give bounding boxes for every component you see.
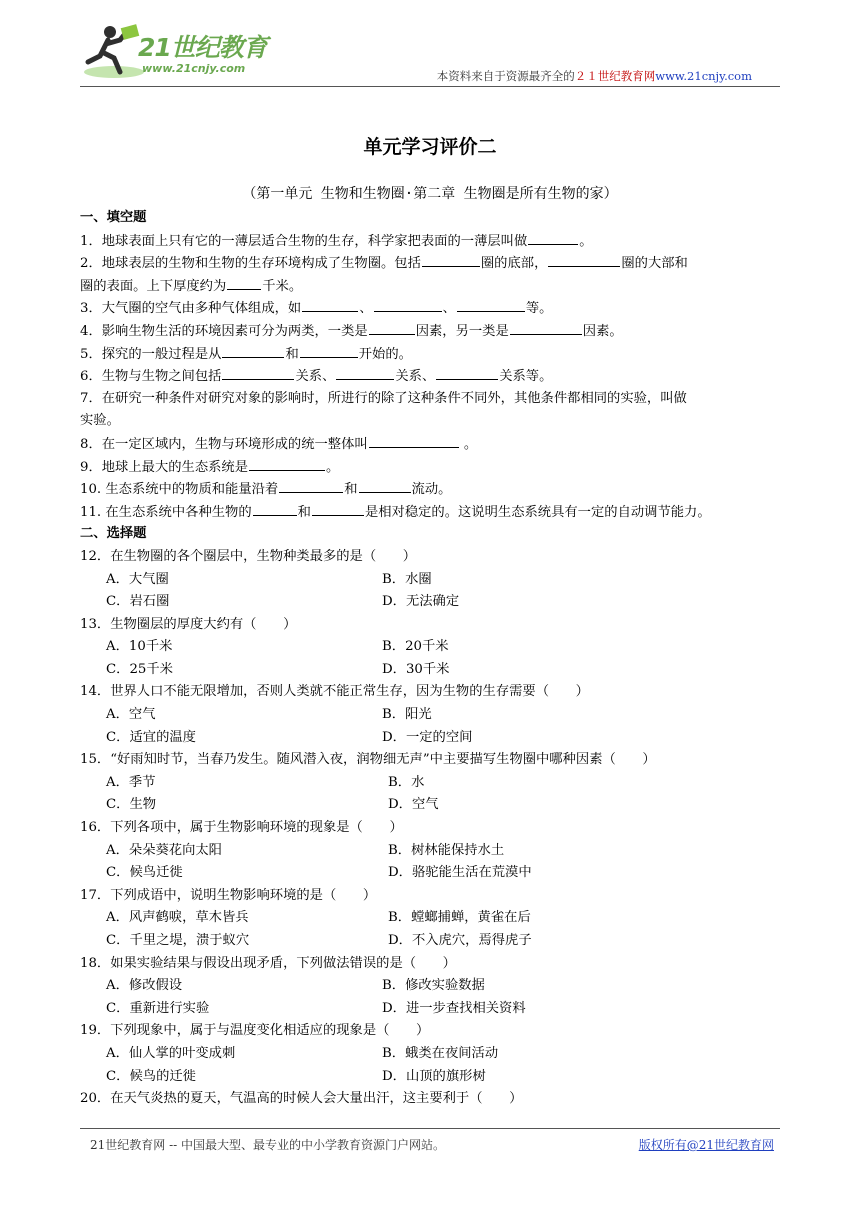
question-2: 2．地球表层的生物和生物的生存环境构成了生物圈。包括 圈的底部， 圈的大部和	[80, 252, 780, 275]
option-d: D．一定的空间	[382, 729, 473, 745]
option-b: B．螳螂捕蝉，黄雀在后	[388, 910, 531, 926]
option-b: B．20千米	[382, 639, 449, 655]
option-d: D．无法确定	[382, 594, 460, 610]
answer-blank	[336, 365, 394, 380]
question-17: 17．下列成语中，说明生物影响环境的是（ ）	[80, 887, 377, 903]
option-c: C．千里之堤，溃于蚁穴	[106, 933, 250, 948]
question-12: 12．在生物圈的各个圈层中，生物种类最多的是（ ）	[80, 548, 417, 564]
option-b: B．修改实验数据	[382, 978, 485, 994]
option-b: B．树林能保持水土	[388, 842, 505, 858]
option-d: D．空气	[388, 797, 439, 813]
runner-logo-icon	[80, 22, 144, 82]
answer-blank	[253, 501, 297, 516]
option-b: B．蛾类在夜间活动	[382, 1045, 499, 1061]
answer-blank	[222, 343, 284, 358]
answer-blank	[300, 343, 358, 358]
options-row	[80, 772, 780, 795]
options-row	[80, 659, 780, 682]
options-row	[80, 862, 780, 885]
answer-blank	[510, 320, 582, 335]
option-a: A．风声鹤唳，草木皆兵	[106, 910, 249, 926]
answer-blank	[312, 501, 364, 516]
answer-blank	[374, 297, 442, 312]
answer-blank	[227, 275, 261, 290]
options-row	[80, 930, 780, 953]
copyright-link[interactable]: 版权所有@21世纪教育网	[638, 1138, 774, 1152]
answer-blank	[359, 478, 411, 493]
question-8: 8．在一定区域内，生物与环境形成的统一整体叫 。	[80, 433, 780, 456]
question-6: 6．生物与生物之间包括 关系、 关系、 关系等。	[80, 365, 780, 388]
option-b: B．水圈	[382, 571, 432, 587]
option-a: A．空气	[106, 707, 156, 723]
question-14: 14．世界人口不能无限增加，否则人类就不能正常生存，因为生物的生存需要（ ）	[80, 684, 589, 700]
header-note-prefix: 本资料来自于资源最齐全的	[436, 69, 575, 83]
question-15: 15．“好雨知时节，当春乃发生。随风潜入夜，润物细无声”中主要描写生物圈中哪种因素（ ）	[80, 752, 656, 768]
options-row	[80, 727, 780, 750]
option-c: C．岩石圈	[106, 594, 170, 610]
question-10: 10. 生态系统中的物质和能量沿着 和 流动。	[80, 478, 780, 501]
question-7-cont: 实验。	[80, 413, 120, 429]
options-row	[80, 794, 780, 817]
option-c: C．适宜的温度	[106, 729, 196, 745]
option-d: D．30千米	[382, 661, 450, 677]
header-note-brand: ２１世纪教育网	[574, 69, 656, 83]
options-row	[80, 636, 780, 659]
header-note	[437, 68, 752, 84]
option-c: C．生物	[106, 797, 157, 813]
answer-blank	[279, 478, 343, 493]
option-d: D．不入虎穴，焉得虎子	[388, 933, 532, 948]
footer-divider	[80, 1128, 780, 1129]
question-16: 16．下列各项中，属于生物影响环境的现象是（ ）	[80, 820, 403, 836]
options-row	[80, 975, 780, 998]
question-19: 19．下列现象中，属于与温度变化相适应的现象是（ ）	[80, 1023, 430, 1039]
option-d: D．进一步查找相关资料	[382, 1000, 526, 1016]
page-title: 单元学习评价二	[363, 136, 497, 158]
options-row	[80, 591, 780, 614]
options-row	[80, 1043, 780, 1066]
option-c: C．25千米	[106, 661, 173, 677]
answer-blank	[249, 456, 325, 471]
option-d: D．山顶的旗形树	[382, 1068, 486, 1084]
options-row	[80, 704, 780, 727]
answer-blank	[528, 230, 578, 245]
answer-blank	[457, 297, 525, 312]
answer-blank	[436, 365, 498, 380]
options-row	[80, 907, 780, 930]
answer-blank	[222, 365, 294, 380]
option-b: B．阳光	[382, 707, 432, 723]
options-row	[80, 1066, 780, 1089]
logo-url: www.21cnjy.com	[142, 62, 246, 75]
answer-blank	[369, 433, 459, 448]
question-2-cont: 圈的表面。上下厚度约为 千米。	[80, 275, 780, 298]
question-13: 13．生物圈层的厚度大约有（ ）	[80, 616, 297, 632]
page-footer	[80, 1128, 780, 1152]
option-a: A．季节	[106, 774, 156, 790]
question-1: 1．地球表面上只有它的一薄层适合生物的生存，科学家把表面的一薄层叫做 。	[80, 230, 780, 253]
option-d: D．骆驼能生活在荒漠中	[388, 865, 532, 881]
question-7: 7．在研究一种条件对研究对象的影响时，所进行的除了这种条件不同外，其他条件都相同的实验，叫做	[80, 390, 687, 406]
section-heading-choice: 二、选择题	[80, 526, 147, 542]
question-5: 5．探究的一般过程是从 和 开始的。	[80, 343, 780, 366]
option-a: A．10千米	[106, 639, 173, 655]
option-a: A．修改假设	[106, 978, 183, 994]
answer-blank	[302, 297, 358, 312]
option-a: A．朵朵葵花向太阳	[106, 842, 222, 858]
option-a: A．仙人掌的叶变成刺	[106, 1045, 236, 1061]
options-row	[80, 840, 780, 863]
option-c: C．候鸟迁徙	[106, 865, 183, 881]
option-a: A．大气圈	[106, 571, 169, 587]
question-4: 4．影响生物生活的环境因素可分为两类，一类是 因素，另一类是 因素。	[80, 320, 780, 343]
answer-blank	[422, 252, 480, 267]
option-c: C．重新进行实验	[106, 1000, 210, 1016]
options-row	[80, 998, 780, 1021]
question-9: 9．地球上最大的生态系统是 。	[80, 456, 780, 479]
header-divider	[80, 86, 780, 87]
header-note-url[interactable]: www.21cnjy.com	[655, 69, 752, 83]
logo-text: 21世纪教育	[138, 33, 267, 62]
option-b: B．水	[388, 774, 425, 790]
question-3: 3．大气圈的空气由多种气体组成，如 、 、 等。	[80, 297, 780, 320]
logo	[80, 20, 290, 84]
option-c: C．候鸟的迁徙	[106, 1068, 196, 1084]
section-heading-fill: 一、填空题	[80, 210, 147, 225]
exam-content	[80, 207, 780, 1111]
question-11: 11. 在生态系统中各种生物的 和 是相对稳定的。这说明生态系统具有一定的自动调节能力。	[80, 501, 780, 524]
question-18: 18．如果实验结果与假设出现矛盾，下列做法错误的是（ ）	[80, 955, 456, 971]
answer-blank	[369, 320, 415, 335]
question-20: 20．在天气炎热的夏天，气温高的时候人会大量出汗，这主要利于（ ）	[80, 1091, 523, 1107]
footer-text: 21世纪教育网 -- 中国最大型、最专业的中小学教育资源门户网站。	[90, 1138, 446, 1152]
page-header	[80, 20, 780, 90]
answer-blank	[548, 252, 620, 267]
page-subtitle: （第一单元 生物和生物圈·第二章 生物圈是所有生物的家）	[242, 186, 618, 202]
options-row	[80, 569, 780, 592]
